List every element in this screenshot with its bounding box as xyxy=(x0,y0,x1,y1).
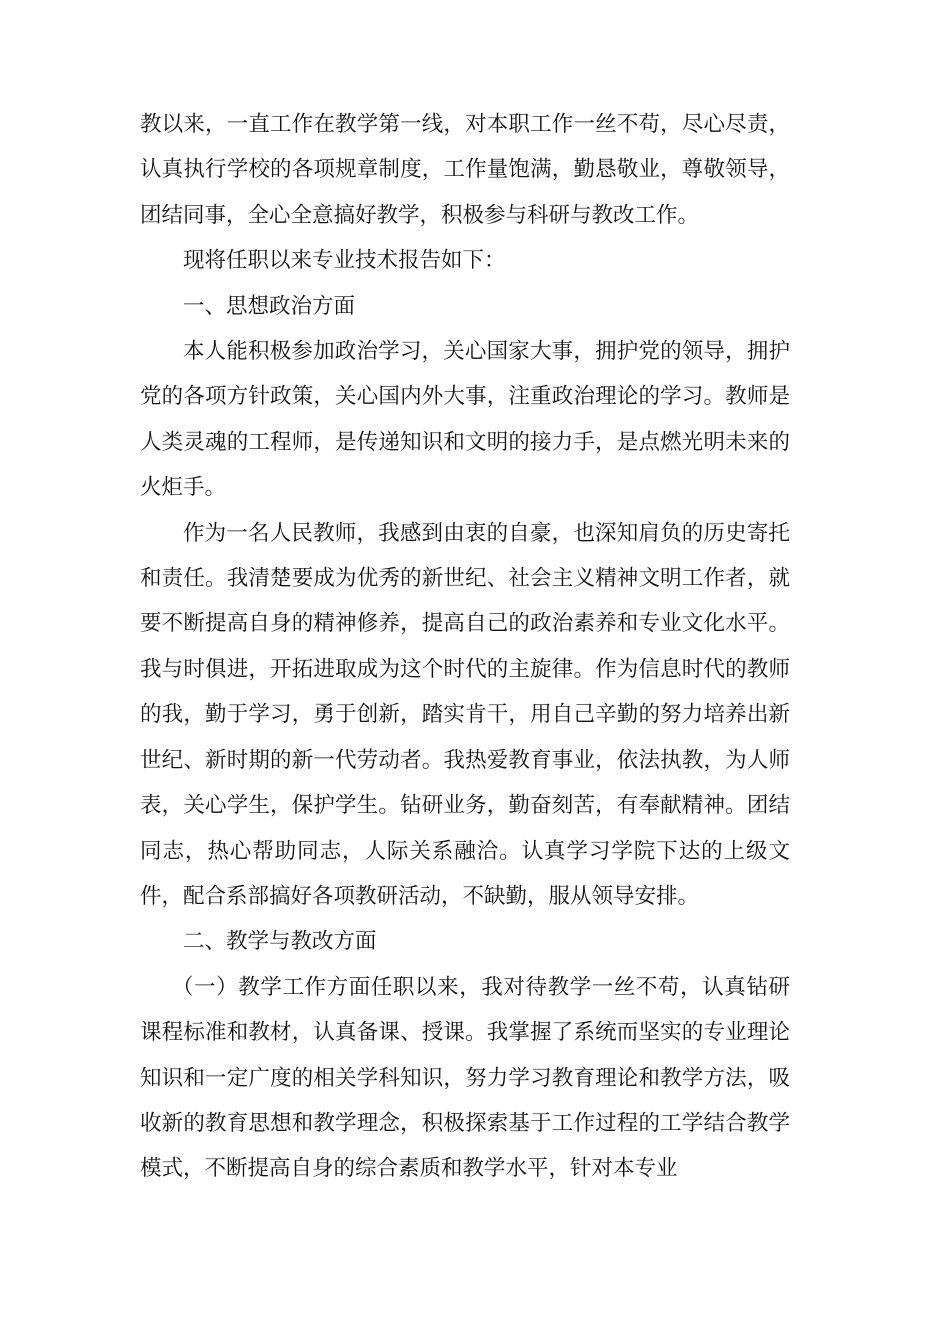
paragraph-teaching-work: （一）教学工作方面任职以来，我对待教学一丝不苟，认真钻研课程标准和教材，认真备课、授课。我掌握了系统而坚实的专业理论知识和一定广度的相关学科知识，努力学习教育理论和教学方法，吸收新的教育思想和教学理念，积极探索基于工作过程的工学结合教学模式，不断提高自身的综合素质和教学水平，针对本专业 xyxy=(140,974,790,1182)
paragraph-teacher-pride: 作为一名人民教师，我感到由衷的自豪，也深知肩负的历史寄托和责任。我清楚要成为优秀的新世纪、社会主义精神文明工作者，就要不断提高自身的精神修养，提高自己的政治素养和专业文化水平。我与时俱进，开拓进取成为这个时代的主旋律。作为信息时代的教师的我，勤于学习，勇于创新，踏实肯干，用自己辛勤的努力培养出新世纪、新时期的新一代劳动者。我热爱教育事业，依法执教，为人师表，关心学生，保护学生。钻研业务，勤奋刻苦，有奉献精神。团结同志，热心帮助同志，人际关系融洽。认真学习学院下达的上级文件，配合系部搞好各项教研活动，不缺勤，服从领导安排。 xyxy=(140,520,790,909)
section-heading-political: 一、思想政治方面 xyxy=(183,293,356,319)
paragraph-intro-continued: 教以来，一直工作在教学第一线，对本职工作一丝不苟，尽心尽责，认真执行学校的各项规章制度，工作量饱满，勤恳敬业，尊敬领导，团结同事，全心全意搞好教学，积极参与科研与教改工作。 xyxy=(140,112,790,228)
paragraph-political-study: 本人能积极参加政治学习，关心国家大事，拥护党的领导，拥护党的各项方针政策，关心国内外大事，注重政治理论的学习。教师是人类灵魂的工程师，是传递知识和文明的接力手，是点燃光明未来的火炬手。 xyxy=(140,339,790,501)
section-heading-teaching-reform: 二、教学与教改方面 xyxy=(183,929,377,955)
document-body xyxy=(140,102,790,1192)
paragraph-report-intro: 现将任职以来专业技术报告如下： xyxy=(183,248,506,274)
